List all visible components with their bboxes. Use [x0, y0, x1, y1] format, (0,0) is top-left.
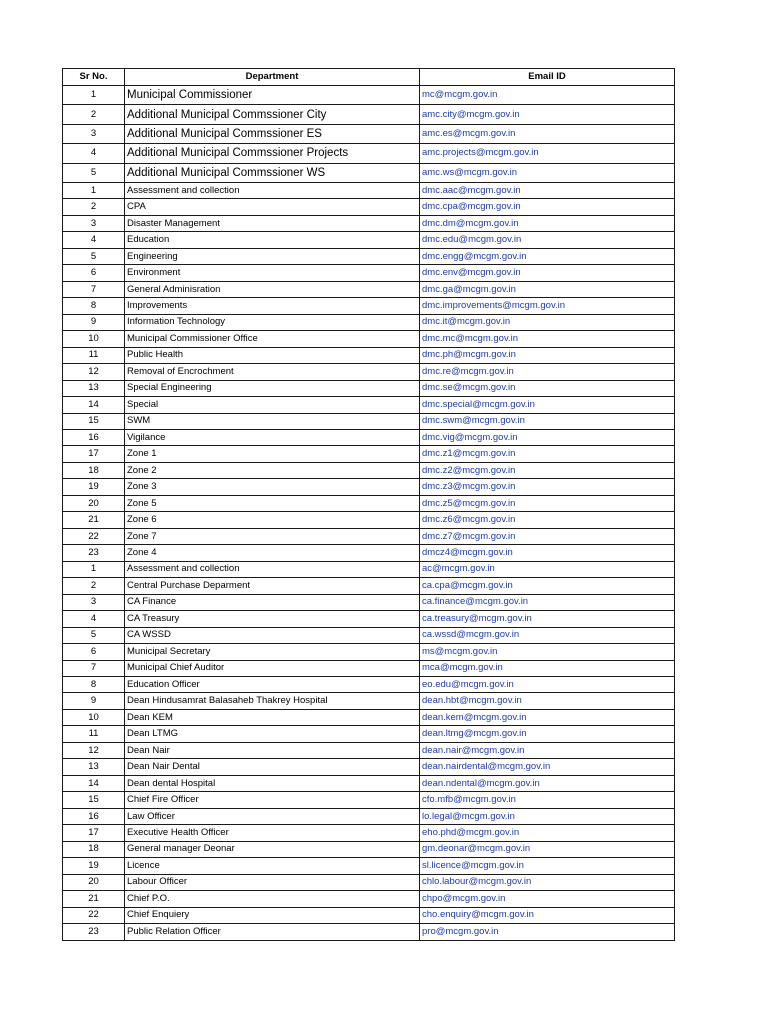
table-row — [63, 86, 675, 105]
department-cell: Zone 2 — [125, 462, 420, 478]
sr-number-cell: 10 — [63, 331, 125, 347]
table-row — [63, 792, 675, 808]
table-body — [63, 86, 675, 941]
email-link[interactable]: amc.projects@mcgm.gov.in — [420, 144, 675, 163]
department-cell: Licence — [125, 858, 420, 874]
email-link[interactable]: dean.ndental@mcgm.gov.in — [420, 775, 675, 791]
table-row — [63, 874, 675, 890]
sr-number-cell: 5 — [63, 627, 125, 643]
table-row — [63, 331, 675, 347]
department-cell: CA WSSD — [125, 627, 420, 643]
department-cell: Special Engineering — [125, 380, 420, 396]
sr-number-cell: 13 — [63, 759, 125, 775]
sr-number-cell: 8 — [63, 298, 125, 314]
department-cell: Public Relation Officer — [125, 924, 420, 940]
department-cell: Dean KEM — [125, 709, 420, 725]
department-cell: Zone 1 — [125, 446, 420, 462]
email-link[interactable]: dmc.se@mcgm.gov.in — [420, 380, 675, 396]
email-link[interactable]: dmc.engg@mcgm.gov.in — [420, 248, 675, 264]
email-link[interactable]: amc.ws@mcgm.gov.in — [420, 163, 675, 182]
sr-number-cell: 11 — [63, 347, 125, 363]
department-cell: SWM — [125, 413, 420, 429]
sr-number-cell: 14 — [63, 775, 125, 791]
sr-number-cell: 2 — [63, 578, 125, 594]
department-cell: Additional Municipal Commssioner ES — [125, 124, 420, 143]
table-row — [63, 495, 675, 511]
table-row — [63, 479, 675, 495]
department-cell: Labour Officer — [125, 874, 420, 890]
department-cell: Disaster Management — [125, 215, 420, 231]
email-link[interactable]: ca.treasury@mcgm.gov.in — [420, 611, 675, 627]
sr-number-cell: 16 — [63, 429, 125, 445]
email-link[interactable]: ms@mcgm.gov.in — [420, 644, 675, 660]
table-row — [63, 726, 675, 742]
email-link[interactable]: dmc.re@mcgm.gov.in — [420, 364, 675, 380]
sr-number-cell: 4 — [63, 611, 125, 627]
sr-number-cell: 5 — [63, 248, 125, 264]
department-cell: Zone 4 — [125, 545, 420, 561]
email-link[interactable]: dean.nair@mcgm.gov.in — [420, 742, 675, 758]
table-row — [63, 512, 675, 528]
sr-number-cell: 2 — [63, 199, 125, 215]
email-link[interactable]: dean.nairdental@mcgm.gov.in — [420, 759, 675, 775]
table-row — [63, 759, 675, 775]
department-cell: Education Officer — [125, 677, 420, 693]
table-row — [63, 429, 675, 445]
sr-number-cell: 17 — [63, 825, 125, 841]
email-link[interactable]: lo.legal@mcgm.gov.in — [420, 808, 675, 824]
email-link[interactable]: chlo.labour@mcgm.gov.in — [420, 874, 675, 890]
department-cell: Dean LTMG — [125, 726, 420, 742]
department-cell: Assessment and collection — [125, 561, 420, 577]
sr-number-cell: 21 — [63, 891, 125, 907]
table-row — [63, 611, 675, 627]
department-cell: Additional Municipal Commssioner Projects — [125, 144, 420, 163]
sr-number-cell: 13 — [63, 380, 125, 396]
table-row — [63, 347, 675, 363]
table-row — [63, 561, 675, 577]
department-cell: CA Finance — [125, 594, 420, 610]
email-link[interactable]: ca.finance@mcgm.gov.in — [420, 594, 675, 610]
email-link[interactable]: amc.city@mcgm.gov.in — [420, 105, 675, 124]
table-row — [63, 808, 675, 824]
sr-number-cell: 4 — [63, 144, 125, 163]
table-row — [63, 709, 675, 725]
department-cell: General Adminisration — [125, 281, 420, 297]
department-cell: Removal of Encrochment — [125, 364, 420, 380]
sr-number-cell: 7 — [63, 281, 125, 297]
table-row — [63, 281, 675, 297]
department-cell: Municipal Commissioner — [125, 86, 420, 105]
email-link[interactable]: dean.ltmg@mcgm.gov.in — [420, 726, 675, 742]
table-row — [63, 825, 675, 841]
department-cell: Special — [125, 397, 420, 413]
sr-number-cell: 21 — [63, 512, 125, 528]
department-cell: Dean Nair — [125, 742, 420, 758]
sr-number-cell: 20 — [63, 495, 125, 511]
department-cell: Additional Municipal Commssioner WS — [125, 163, 420, 182]
table-row — [63, 144, 675, 163]
email-link[interactable]: dmc.dm@mcgm.gov.in — [420, 215, 675, 231]
table-row — [63, 594, 675, 610]
table-row — [63, 924, 675, 940]
table-row — [63, 858, 675, 874]
department-cell: Central Purchase Deparment — [125, 578, 420, 594]
table-row — [63, 298, 675, 314]
department-cell: CPA — [125, 199, 420, 215]
department-header: Department — [125, 69, 420, 86]
table-row — [63, 413, 675, 429]
department-cell: Vigilance — [125, 429, 420, 445]
email-link[interactable]: eho.phd@mcgm.gov.in — [420, 825, 675, 841]
email-link[interactable]: dmc.z6@mcgm.gov.in — [420, 512, 675, 528]
department-cell: Municipal Chief Auditor — [125, 660, 420, 676]
table-row — [63, 124, 675, 143]
email-link[interactable]: dmc.z1@mcgm.gov.in — [420, 446, 675, 462]
email-link[interactable]: dmc.mc@mcgm.gov.in — [420, 331, 675, 347]
department-cell: Education — [125, 232, 420, 248]
email-link[interactable]: cho.enquiry@mcgm.gov.in — [420, 907, 675, 923]
sr-number-cell: 23 — [63, 924, 125, 940]
sr-number-cell: 15 — [63, 792, 125, 808]
sr-number-cell: 10 — [63, 709, 125, 725]
department-cell: Environment — [125, 265, 420, 281]
sr-number-cell: 8 — [63, 677, 125, 693]
email-link[interactable]: dmc.cpa@mcgm.gov.in — [420, 199, 675, 215]
table-row — [63, 397, 675, 413]
email-link[interactable]: mca@mcgm.gov.in — [420, 660, 675, 676]
sr-number-cell: 16 — [63, 808, 125, 824]
email-link[interactable]: dmc.ga@mcgm.gov.in — [420, 281, 675, 297]
table-row — [63, 841, 675, 857]
email-link[interactable]: dmc.z7@mcgm.gov.in — [420, 528, 675, 544]
table-row — [63, 578, 675, 594]
department-cell: Assessment and collection — [125, 182, 420, 198]
sr-number-cell: 1 — [63, 182, 125, 198]
department-cell: Dean Hindusamrat Balasaheb Thakrey Hospital — [125, 693, 420, 709]
email-link[interactable]: eo.edu@mcgm.gov.in — [420, 677, 675, 693]
email-link[interactable]: dmc.env@mcgm.gov.in — [420, 265, 675, 281]
department-cell: Information Technology — [125, 314, 420, 330]
sr-number-cell: 3 — [63, 124, 125, 143]
email-link[interactable]: cfo.mfb@mcgm.gov.in — [420, 792, 675, 808]
department-cell: Municipal Secretary — [125, 644, 420, 660]
department-cell: Chief Enquiery — [125, 907, 420, 923]
department-cell: Chief Fire Officer — [125, 792, 420, 808]
table-row — [63, 232, 675, 248]
sr-number-cell: 6 — [63, 265, 125, 281]
email-link[interactable]: dmc.z3@mcgm.gov.in — [420, 479, 675, 495]
table-header-row — [63, 69, 675, 86]
table-row — [63, 380, 675, 396]
email-link[interactable]: dmc.z2@mcgm.gov.in — [420, 462, 675, 478]
sr-number-cell: 11 — [63, 726, 125, 742]
sr-number-cell: 19 — [63, 858, 125, 874]
table-row — [63, 199, 675, 215]
email-link[interactable]: ca.wssd@mcgm.gov.in — [420, 627, 675, 643]
email-link[interactable]: gm.deonar@mcgm.gov.in — [420, 841, 675, 857]
email-link[interactable]: dmc.ph@mcgm.gov.in — [420, 347, 675, 363]
department-cell: Zone 7 — [125, 528, 420, 544]
department-cell: Dean dental Hospital — [125, 775, 420, 791]
table-row — [63, 446, 675, 462]
table-row — [63, 163, 675, 182]
email-link[interactable]: pro@mcgm.gov.in — [420, 924, 675, 940]
email-link[interactable]: amc.es@mcgm.gov.in — [420, 124, 675, 143]
department-cell: Additional Municipal Commssioner City — [125, 105, 420, 124]
department-cell: Law Officer — [125, 808, 420, 824]
table-row — [63, 545, 675, 561]
sr-number-cell: 12 — [63, 742, 125, 758]
department-cell: Improvements — [125, 298, 420, 314]
sr-number-cell: 3 — [63, 215, 125, 231]
table-row — [63, 528, 675, 544]
email-link[interactable]: dmc.improvements@mcgm.gov.in — [420, 298, 675, 314]
email-link[interactable]: dmc.z5@mcgm.gov.in — [420, 495, 675, 511]
sr-number-cell: 4 — [63, 232, 125, 248]
department-cell: Municipal Commissioner Office — [125, 331, 420, 347]
email-id-header: Email ID — [420, 69, 675, 86]
sr-number-cell: 14 — [63, 397, 125, 413]
sr-number-cell: 15 — [63, 413, 125, 429]
table-row — [63, 660, 675, 676]
email-link[interactable]: dmc.special@mcgm.gov.in — [420, 397, 675, 413]
sr-number-cell: 3 — [63, 594, 125, 610]
department-email-table — [62, 68, 675, 941]
table-row — [63, 248, 675, 264]
table-row — [63, 105, 675, 124]
table-row — [63, 891, 675, 907]
department-cell: Zone 3 — [125, 479, 420, 495]
email-link[interactable]: dmc.swm@mcgm.gov.in — [420, 413, 675, 429]
sr-number-cell: 5 — [63, 163, 125, 182]
sr-number-cell: 17 — [63, 446, 125, 462]
sr-number-cell: 6 — [63, 644, 125, 660]
sr-number-cell: 9 — [63, 693, 125, 709]
sr-number-cell: 1 — [63, 86, 125, 105]
sr-number-cell: 2 — [63, 105, 125, 124]
table-row — [63, 644, 675, 660]
table-row — [63, 265, 675, 281]
email-link[interactable]: mc@mcgm.gov.in — [420, 86, 675, 105]
sr-number-cell: 23 — [63, 545, 125, 561]
email-link[interactable]: dmc.edu@mcgm.gov.in — [420, 232, 675, 248]
department-cell: Zone 6 — [125, 512, 420, 528]
table-row — [63, 742, 675, 758]
email-link[interactable]: ac@mcgm.gov.in — [420, 561, 675, 577]
sr-number-cell: 7 — [63, 660, 125, 676]
department-cell: Chief P.O. — [125, 891, 420, 907]
sr-number-cell: 22 — [63, 907, 125, 923]
email-link[interactable]: chpo@mcgm.gov.in — [420, 891, 675, 907]
table-row — [63, 215, 675, 231]
table-row — [63, 775, 675, 791]
table-row — [63, 364, 675, 380]
table-row — [63, 677, 675, 693]
sr-number-cell: 1 — [63, 561, 125, 577]
sr-no-header: Sr No. — [63, 69, 125, 86]
department-cell: Zone 5 — [125, 495, 420, 511]
sr-number-cell: 22 — [63, 528, 125, 544]
sr-number-cell: 20 — [63, 874, 125, 890]
sr-number-cell: 9 — [63, 314, 125, 330]
contact-sheet — [62, 68, 674, 941]
email-link[interactable]: ca.cpa@mcgm.gov.in — [420, 578, 675, 594]
sr-number-cell: 18 — [63, 841, 125, 857]
sr-number-cell: 19 — [63, 479, 125, 495]
department-cell: Engineering — [125, 248, 420, 264]
department-cell: CA Treasury — [125, 611, 420, 627]
sr-number-cell: 18 — [63, 462, 125, 478]
department-cell: Dean Nair Dental — [125, 759, 420, 775]
department-cell: General manager Deonar — [125, 841, 420, 857]
email-link[interactable]: sl.licence@mcgm.gov.in — [420, 858, 675, 874]
email-link[interactable]: dmc.vig@mcgm.gov.in — [420, 429, 675, 445]
sr-number-cell: 12 — [63, 364, 125, 380]
table-row — [63, 693, 675, 709]
email-link[interactable]: dmcz4@mcgm.gov.in — [420, 545, 675, 561]
table-row — [63, 462, 675, 478]
email-link[interactable]: dmc.it@mcgm.gov.in — [420, 314, 675, 330]
table-row — [63, 314, 675, 330]
email-link[interactable]: dean.hbt@mcgm.gov.in — [420, 693, 675, 709]
email-link[interactable]: dean.kem@mcgm.gov.in — [420, 709, 675, 725]
department-cell: Public Health — [125, 347, 420, 363]
table-row — [63, 907, 675, 923]
email-link[interactable]: dmc.aac@mcgm.gov.in — [420, 182, 675, 198]
table-row — [63, 627, 675, 643]
table-row — [63, 182, 675, 198]
department-cell: Executive Health Officer — [125, 825, 420, 841]
